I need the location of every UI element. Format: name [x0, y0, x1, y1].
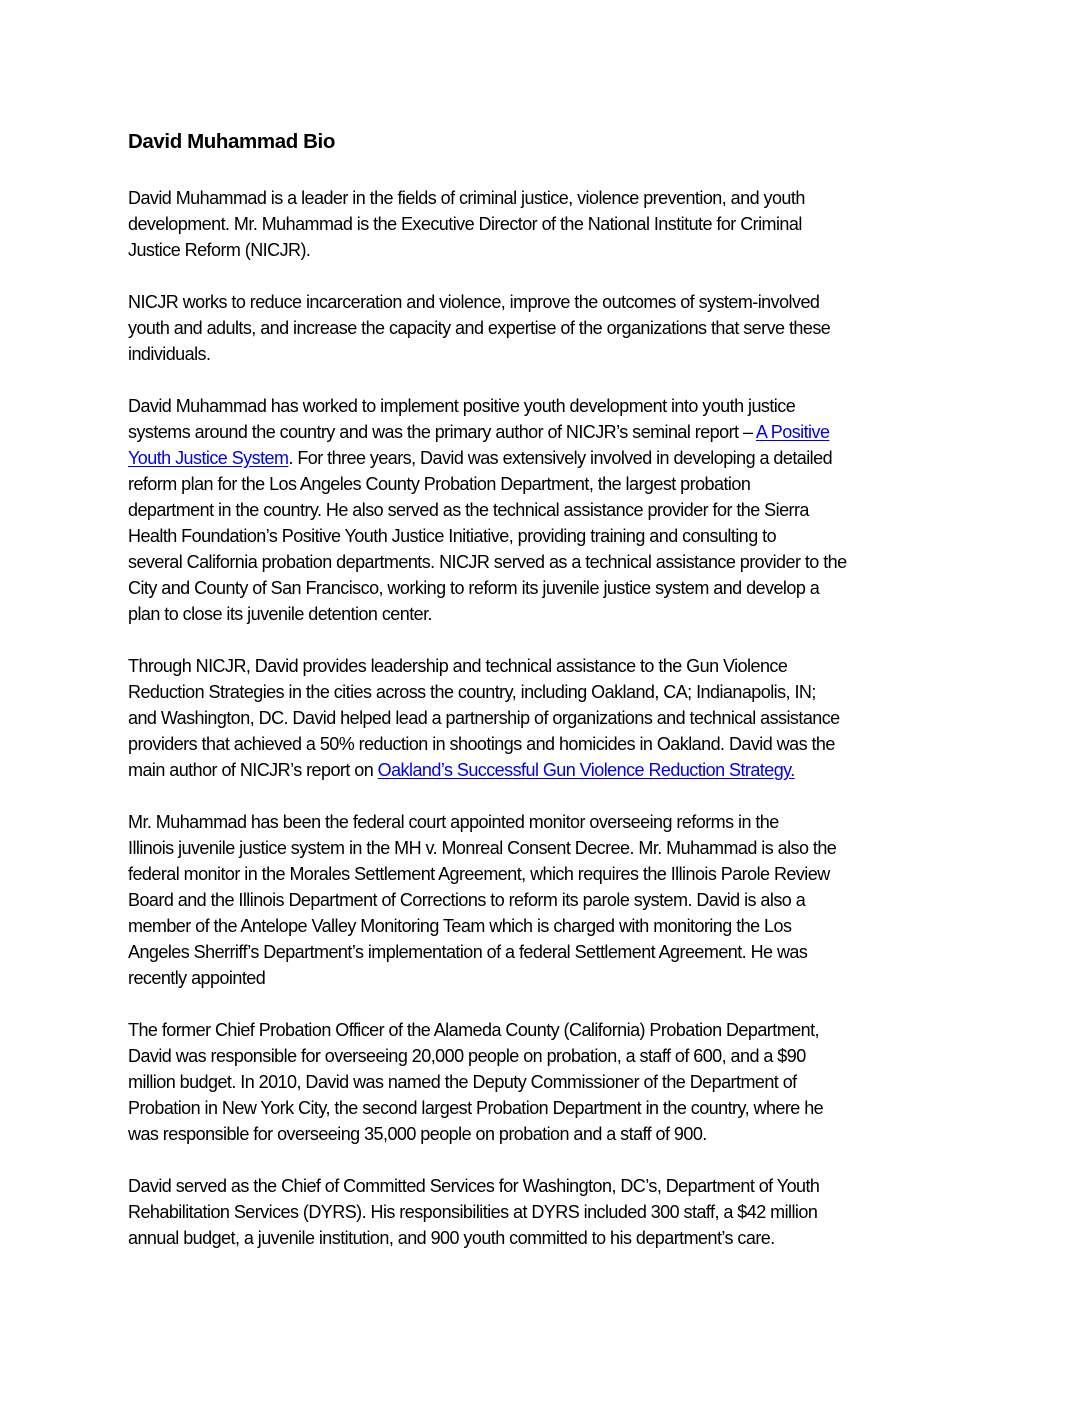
text-line: providers that achieved a 50% reduction in shootings and homicides in Oakland. David was the — [128, 734, 835, 754]
text-line: David Muhammad is a leader in the fields of criminal justice, violence prevention, and youth — [128, 188, 805, 208]
text-line: recently appointed — [128, 968, 266, 988]
paragraph-federal-monitor — [128, 809, 836, 991]
paragraph-intro — [128, 185, 805, 263]
text-line: federal monitor in the Morales Settlement Agreement, which requires the Illinois Parole Review — [128, 864, 830, 884]
text-line — [128, 419, 847, 445]
text-line: Justice Reform (NICJR). — [128, 240, 311, 260]
text-line: Board and the Illinois Department of Corrections to reform its parole system. David is also a — [128, 890, 806, 910]
paragraph-nicjr-mission — [128, 289, 830, 367]
text-line: development. Mr. Muhammad is the Executive Director of the National Institute for Criminal — [128, 214, 802, 234]
text-line — [128, 757, 840, 783]
paragraph-gun-violence — [128, 653, 840, 783]
text-line: Through NICJR, David provides leadership and technical assistance to the Gun Violence — [128, 656, 788, 676]
text-span: systems around the country and was the primary author of NICJR’s seminal report – — [128, 422, 756, 442]
paragraph-youth-justice — [128, 393, 847, 627]
text-line: Illinois juvenile justice system in the MH v. Monreal Consent Decree. Mr. Muhammad is also the — [128, 838, 837, 858]
text-line: reform plan for the Los Angeles County Probation Department, the largest probation — [128, 474, 751, 494]
text-line: David Muhammad has worked to implement positive youth development into youth justice — [128, 396, 796, 416]
text-line: Angeles Sherriff’s Department’s implementation of a federal Settlement Agreement. He was — [128, 942, 808, 962]
text-line: plan to close its juvenile detention center. — [128, 604, 433, 624]
text-line: The former Chief Probation Officer of the Alameda County (California) Probation Department, — [128, 1020, 819, 1040]
text-span: main author of NICJR’s report on — [128, 760, 378, 780]
paragraph-dyrs — [128, 1173, 819, 1251]
document-title: David Muhammad Bio — [128, 130, 335, 153]
text-line: and Washington, DC. David helped lead a partnership of organizations and technical assistance — [128, 708, 840, 728]
text-line — [128, 445, 847, 471]
text-line: million budget. In 2010, David was named the Deputy Commissioner of the Department of — [128, 1072, 797, 1092]
link-oakland-gun-violence-strategy[interactable]: Oakland’s Successful Gun Violence Reduction Strategy. — [377, 760, 795, 780]
text-line: City and County of San Francisco, working to reform its juvenile justice system and develop a — [128, 578, 820, 598]
text-line: Probation in New York City, the second largest Probation Department in the country, where he — [128, 1098, 824, 1118]
text-line: NICJR works to reduce incarceration and violence, improve the outcomes of system-involved — [128, 292, 820, 312]
text-line: David was responsible for overseeing 20,000 people on probation, a staff of 600, and a $90 — [128, 1046, 806, 1066]
text-span: . For three years, David was extensively involved in developing a detailed — [288, 448, 833, 468]
text-line: Health Foundation’s Positive Youth Justice Initiative, providing training and consulting to — [128, 526, 777, 546]
text-line: member of the Antelope Valley Monitoring Team which is charged with monitoring the Los — [128, 916, 792, 936]
link-positive-youth-justice-system[interactable]: A Positive — [755, 422, 830, 442]
paragraph-probation-career — [128, 1017, 823, 1147]
text-line: Mr. Muhammad has been the federal court appointed monitor overseeing reforms in the — [128, 812, 779, 832]
text-line: youth and adults, and increase the capacity and expertise of the organizations that serve these — [128, 318, 831, 338]
text-line: annual budget, a juvenile institution, and 900 youth committed to his department’s care. — [128, 1228, 775, 1248]
link-positive-youth-justice-system-cont[interactable]: Youth Justice System — [128, 448, 289, 468]
text-line: was responsible for overseeing 35,000 people on probation and a staff of 900. — [128, 1124, 707, 1144]
text-line: Reduction Strategies in the cities across the country, including Oakland, CA; Indianapolis, IN; — [128, 682, 816, 702]
text-line: David served as the Chief of Committed Services for Washington, DC’s, Department of Youth — [128, 1176, 820, 1196]
text-line: individuals. — [128, 344, 211, 364]
text-line: several California probation departments. NICJR served as a technical assistance provider to the — [128, 552, 847, 572]
text-line: Rehabilitation Services (DYRS). His responsibilities at DYRS included 300 staff, a $42 million — [128, 1202, 818, 1222]
text-line: department in the country. He also served as the technical assistance provider for the Sierra — [128, 500, 809, 520]
